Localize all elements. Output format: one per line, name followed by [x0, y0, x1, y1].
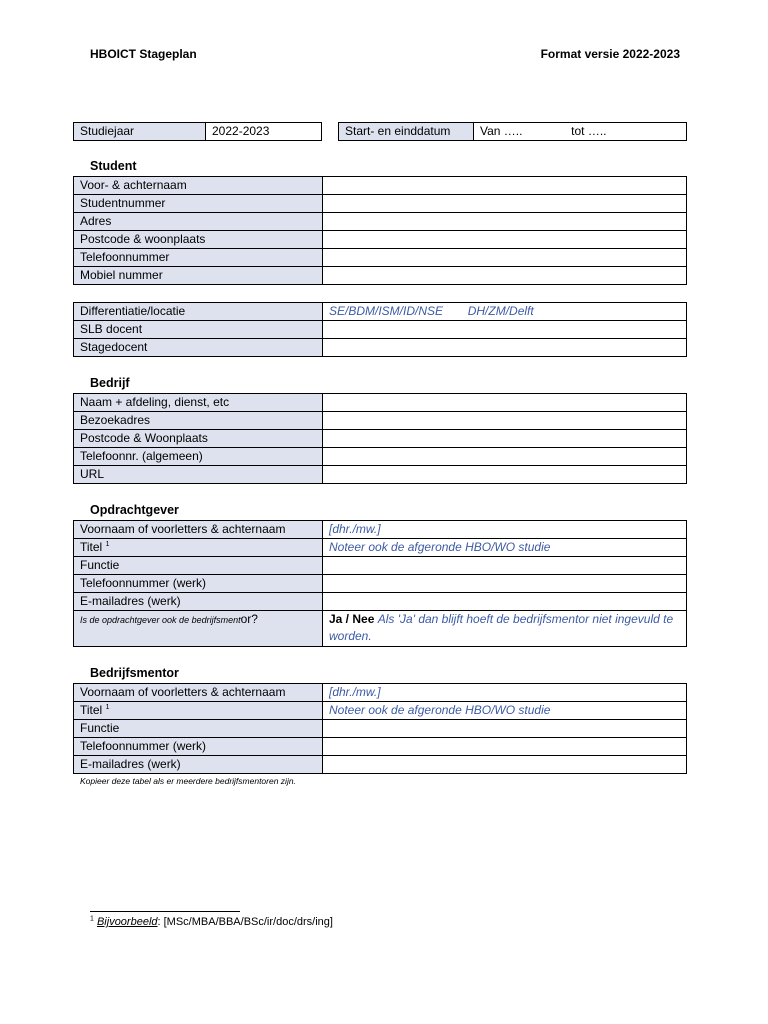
value-cell[interactable]: [323, 412, 687, 430]
table-row: [74, 231, 687, 249]
stagedocent-label: Stagedocent: [74, 339, 323, 357]
footnote-label: Bijvoorbeeld: [96, 916, 158, 928]
mentor-naam-label: Voornaam of voorletters & achternaam: [74, 684, 323, 702]
table-row: [74, 539, 687, 557]
value-cell[interactable]: [323, 394, 687, 412]
mentor-naam-value[interactable]: [323, 684, 687, 702]
student-table: [73, 176, 687, 285]
table-row: [74, 177, 687, 195]
opdrachtgever-titel-label: [74, 539, 323, 557]
footnote-ref: 1: [105, 704, 110, 711]
ja-nee-hint: Als 'Ja' dan blijft hoeft de bedrijfsmentor niet ingevuld te worden.: [329, 612, 674, 643]
value-cell[interactable]: [323, 448, 687, 466]
table-row: [74, 466, 687, 484]
mentor-email-value[interactable]: [323, 756, 687, 774]
naam-hint: [dhr./mw.]: [329, 685, 381, 699]
datum-label: Start- en einddatum: [339, 123, 474, 141]
studiejaar-label: Studiejaar: [74, 123, 206, 141]
table-row: [74, 448, 687, 466]
value-cell[interactable]: [323, 430, 687, 448]
table-row: [74, 339, 687, 357]
value-cell[interactable]: [323, 466, 687, 484]
mentor-titel-label: [74, 702, 323, 720]
table-row: [74, 593, 687, 611]
table-row: [74, 321, 687, 339]
datum-van: Van …..: [480, 124, 523, 138]
row-label: Mobiel nummer: [74, 267, 323, 285]
school-table: [73, 302, 687, 357]
opdrachtgever-titel-value[interactable]: [323, 539, 687, 557]
document-header-left: HBOICT Stageplan: [90, 47, 197, 61]
opdrachtgever-telefoon-value[interactable]: [323, 575, 687, 593]
table-row: [74, 213, 687, 231]
locatie-options: DH/ZM/Delft: [467, 304, 534, 318]
section-title-bedrijf: Bedrijf: [90, 376, 130, 390]
table-row: [74, 394, 687, 412]
value-cell[interactable]: [323, 249, 687, 267]
row-label: Voor- & achternaam: [74, 177, 323, 195]
table-row: [74, 303, 687, 321]
table-row: [74, 702, 687, 720]
titel-hint: Noteer ook de afgeronde HBO/WO studie: [329, 703, 551, 717]
mentor-telefoon-label: Telefoonnummer (werk): [74, 738, 323, 756]
opdrachtgever-table: [73, 520, 687, 647]
opdrachtgever-email-value[interactable]: [323, 593, 687, 611]
opdrachtgever-functie-label: Functie: [74, 557, 323, 575]
table-row: [74, 720, 687, 738]
footnote-ref: 1: [105, 541, 110, 548]
table-row: [74, 521, 687, 539]
section-title-opdrachtgever: Opdrachtgever: [90, 503, 179, 517]
value-cell[interactable]: [323, 231, 687, 249]
opdrachtgever-naam-label: Voornaam of voorletters & achternaam: [74, 521, 323, 539]
table-row: [74, 611, 687, 647]
footnote-number: 1: [90, 915, 94, 923]
stagedocent-value[interactable]: [323, 339, 687, 357]
titel-text: Titel: [80, 703, 103, 717]
slb-docent-label: SLB docent: [74, 321, 323, 339]
opdrachtgever-naam-value[interactable]: [323, 521, 687, 539]
naam-hint: [dhr./mw.]: [329, 522, 381, 536]
row-label: Telefoonnummer: [74, 249, 323, 267]
bedrijfsmentor-table: [73, 683, 687, 774]
datum-table: [338, 122, 687, 141]
opdrachtgever-functie-value[interactable]: [323, 557, 687, 575]
footnote-divider: [90, 911, 240, 912]
opdrachtgever-telefoon-label: Telefoonnummer (werk): [74, 575, 323, 593]
studiejaar-table: [73, 122, 322, 141]
copy-table-note: Kopieer deze tabel als er meerdere bedrijfsmentoren zijn.: [80, 776, 296, 786]
differentiatie-label: Differentiatie/locatie: [74, 303, 323, 321]
table-row: [74, 195, 687, 213]
titel-hint: Noteer ook de afgeronde HBO/WO studie: [329, 540, 551, 554]
studiejaar-value[interactable]: 2022-2023: [206, 123, 322, 141]
row-label: Postcode & Woonplaats: [74, 430, 323, 448]
section-title-student: Student: [90, 159, 137, 173]
section-title-bedrijfsmentor: Bedrijfsmentor: [90, 666, 179, 680]
row-label: Bezoekadres: [74, 412, 323, 430]
row-label: Postcode & woonplaats: [74, 231, 323, 249]
value-cell[interactable]: [323, 195, 687, 213]
mentor-telefoon-value[interactable]: [323, 738, 687, 756]
table-row: [74, 738, 687, 756]
table-row: [74, 249, 687, 267]
mentor-question-value[interactable]: [323, 611, 687, 647]
table-row: [74, 557, 687, 575]
table-row: [74, 756, 687, 774]
mentor-titel-value[interactable]: [323, 702, 687, 720]
mentor-question-text: Is de opdrachtgever ook de bedrijfsment: [80, 615, 241, 625]
footnote: [90, 916, 333, 928]
mentor-question-end: or?: [240, 612, 258, 626]
mentor-email-label: E-mailadres (werk): [74, 756, 323, 774]
datum-value[interactable]: [474, 123, 687, 141]
table-row: [74, 412, 687, 430]
bedrijf-table: [73, 393, 687, 484]
row-label: URL: [74, 466, 323, 484]
document-header-right: Format versie 2022-2023: [540, 47, 680, 61]
differentiatie-options: SE/BDM/ISM/ID/NSE: [329, 304, 444, 318]
table-row: [74, 267, 687, 285]
row-label: Adres: [74, 213, 323, 231]
table-row: [74, 430, 687, 448]
mentor-functie-label: Functie: [74, 720, 323, 738]
row-label: Naam + afdeling, dienst, etc: [74, 394, 323, 412]
table-row: [74, 575, 687, 593]
opdrachtgever-email-label: E-mailadres (werk): [74, 593, 323, 611]
mentor-functie-value[interactable]: [323, 720, 687, 738]
differentiatie-value[interactable]: [323, 303, 687, 321]
row-label: Telefoonnr. (algemeen): [74, 448, 323, 466]
slb-docent-value[interactable]: [323, 321, 687, 339]
row-label: Studentnummer: [74, 195, 323, 213]
value-cell[interactable]: [323, 213, 687, 231]
table-row: [74, 684, 687, 702]
ja-nee: Ja / Nee: [329, 612, 375, 626]
datum-tot: tot …..: [571, 124, 607, 138]
value-cell[interactable]: [323, 267, 687, 285]
value-cell[interactable]: [323, 177, 687, 195]
titel-text: Titel: [80, 540, 103, 554]
mentor-question-label: [74, 611, 323, 647]
footnote-text: : [MSc/MBA/BBA/BSc/ir/doc/drs/ing]: [157, 916, 333, 928]
